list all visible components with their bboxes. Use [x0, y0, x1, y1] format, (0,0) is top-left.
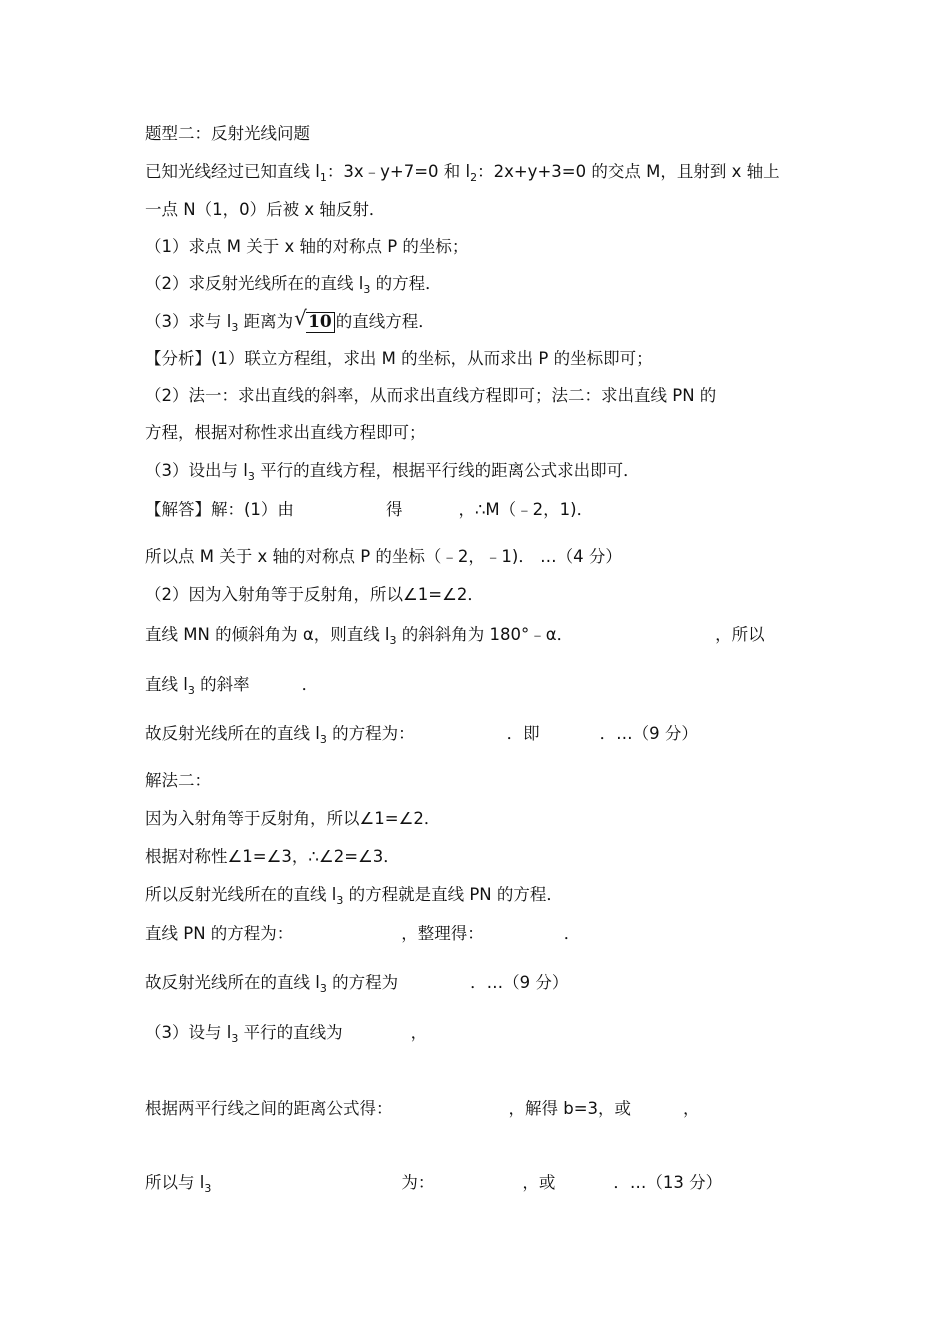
subscript: 3 — [231, 321, 239, 334]
text: 平行的直线方程，根据平行线的距离公式求出即可． — [254, 461, 640, 480]
text: ，或 — [522, 1173, 556, 1192]
text: 已知光线经过已知直线 l — [145, 162, 320, 181]
text: ． — [563, 924, 581, 943]
text: 故反射光线所在的直线 l — [145, 973, 320, 992]
sqrt-expression — [294, 306, 335, 333]
subscript: 3 — [319, 982, 327, 995]
text: ， — [410, 1023, 428, 1042]
text: （3）设与 l — [145, 1023, 232, 1042]
solution-line-11 — [145, 923, 580, 945]
subscript: 2 — [470, 171, 478, 184]
text: 直线 l — [145, 675, 188, 694]
radicand: 10 — [306, 312, 335, 333]
text: 的斜斜角为 180°﹣α． — [396, 625, 574, 644]
question-1: （1）求点 M 关于 x 轴的对称点 P 的坐标； — [145, 237, 469, 256]
subscript: 3 — [319, 733, 327, 746]
solution-line-8: 因为入射角等于反射角，所以∠1=∠2． — [145, 809, 441, 828]
text: ．…（13 分） — [613, 1173, 723, 1192]
analysis-line-1: 【分析】(1）联立方程组，求出 M 的坐标，从而求出 P 的坐标即可； — [145, 349, 653, 368]
text: ．…（9 分） — [470, 973, 569, 992]
text: 故反射光线所在的直线 l — [145, 724, 320, 743]
text: 的斜率 — [194, 675, 250, 694]
section-title: 题型二：反射光线问题 — [145, 124, 310, 143]
question-2 — [145, 273, 442, 295]
solution-line-14 — [145, 1098, 700, 1120]
question-3 — [145, 306, 435, 334]
solution-line-1 — [145, 499, 593, 521]
text: ：3x﹣y+7=0 和 l — [326, 162, 471, 181]
text: 【解答】解：(1）由 — [145, 500, 294, 519]
text: ． — [301, 675, 319, 694]
subscript: 3 — [336, 894, 344, 907]
text: 的方程为： — [326, 724, 415, 743]
text: （3）设出与 l — [145, 461, 248, 480]
solution-line-9: 根据对称性∠1=∠3，∴∠2=∠3． — [145, 847, 400, 866]
text: ，∴M（﹣2，1)． — [458, 500, 594, 519]
text: 直线 PN 的方程为： — [145, 924, 294, 943]
text: ，整理得： — [401, 924, 484, 943]
subscript: 3 — [389, 634, 397, 647]
text: （3）求与 l — [145, 312, 232, 331]
text: ：2x+y+3=0 的交点 M，且射到 x 轴上 — [477, 162, 780, 181]
radical-sign: √ — [294, 306, 307, 330]
solution-line-3: （2）因为入射角等于反射角，所以∠1=∠2． — [145, 585, 484, 604]
subscript: 3 — [231, 1032, 239, 1045]
subscript: 3 — [187, 684, 195, 697]
solution-line-7: 解法二： — [145, 771, 211, 790]
subscript: 3 — [247, 470, 255, 483]
text: 根据两平行线之间的距离公式得： — [145, 1099, 393, 1118]
solution-line-5 — [145, 674, 318, 696]
text: 的方程为 — [326, 973, 399, 992]
solution-line-15 — [145, 1172, 722, 1194]
subscript: 3 — [204, 1182, 212, 1195]
text: 的方程． — [370, 274, 442, 293]
solution-line-4 — [145, 624, 765, 646]
text: 平行的直线为 — [238, 1023, 343, 1042]
text: ．即 — [506, 724, 540, 743]
solution-line-2: 所以点 M 关于 x 轴的对称点 P 的坐标（﹣2，﹣1)． …（4 分） — [145, 547, 622, 566]
analysis-line-4 — [145, 460, 640, 482]
solution-line-6 — [145, 723, 698, 745]
text: ，解得 b=3，或 — [508, 1099, 632, 1118]
text: ， — [683, 1099, 700, 1118]
text: 所以与 l — [145, 1173, 205, 1192]
text: 直线 MN 的倾斜角为 α，则直线 l — [145, 625, 390, 644]
text: 的直线方程． — [335, 312, 435, 331]
text: 的方程就是直线 PN 的方程． — [343, 885, 563, 904]
text: ．…（9 分） — [599, 724, 698, 743]
solution-line-12 — [145, 972, 568, 994]
problem-line-2: 一点 N（1，0）后被 x 轴反射． — [145, 200, 386, 219]
text: 为： — [401, 1173, 435, 1192]
analysis-line-3: 方程，根据对称性求出直线方程即可； — [145, 423, 426, 442]
subscript: 1 — [319, 171, 327, 184]
problem-line-1 — [145, 161, 780, 183]
analysis-line-2: （2）法一：求出直线的斜率，从而求出直线方程即可；法二：求出直线 PN 的 — [145, 386, 717, 405]
text: ，所以 — [715, 625, 765, 644]
text: 距离为 — [238, 312, 294, 331]
solution-line-10 — [145, 884, 563, 906]
text: 所以反射光线所在的直线 l — [145, 885, 337, 904]
text: 得 — [385, 500, 403, 519]
text: （2）求反射光线所在的直线 l — [145, 274, 364, 293]
solution-line-13 — [145, 1022, 427, 1044]
subscript: 3 — [363, 283, 371, 296]
